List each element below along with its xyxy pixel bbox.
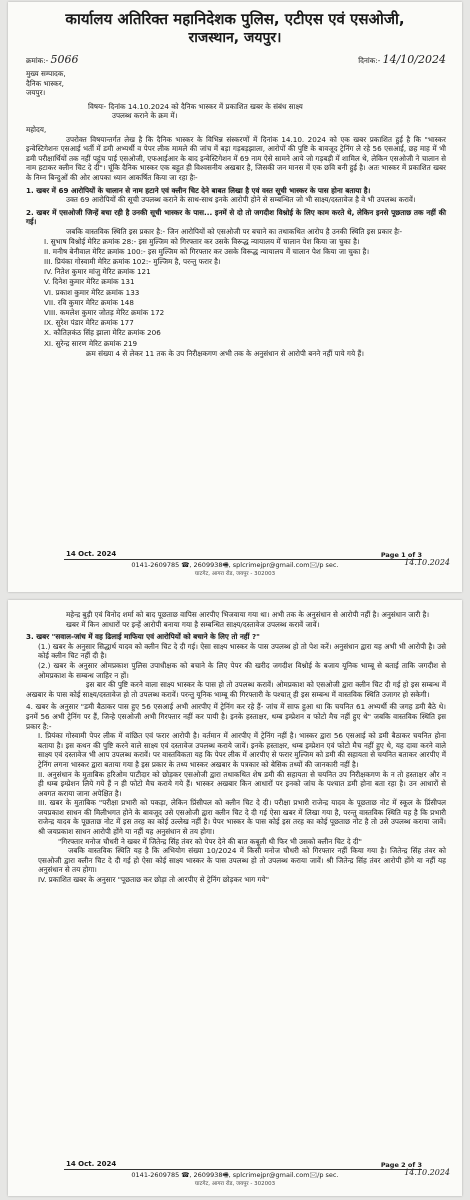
page-1-footer (8, 550, 462, 576)
office-name-line2: राजस्थान, जयपुर। (188, 30, 282, 46)
list-item: IX. सुरेश पंडार मेरिट क्रमांक 177 (44, 318, 134, 328)
signature-date: 14.10.2024 (404, 558, 450, 567)
footer-date: 14 Oct. 2024 (66, 550, 117, 558)
point-1-detail: उक्त 69 आरोपियों की सूची उपलब्ध कराने के साथ-साथ इनके आरोपी होने से सम्बन्धित जो भी साक्ष्य/दस्तावेज है वे भी उपलब्ध करावें। (66, 195, 416, 205)
page-number: Page 1 of 3 (380, 551, 422, 559)
list-item: XI. सुरेन्द्र सारण मेरिट क्रमांक 219 (44, 338, 138, 348)
accused-list (44, 237, 446, 349)
list-item: VIII. कमलेश कुमार जोतड़ मेरिट क्रमांक 172 (44, 307, 165, 317)
date-value: 14/10/2024 (382, 53, 446, 66)
list-item: X. कौतिज्ञकंठ सिंह झाला मेरिट क्रमांक 206 (44, 328, 161, 338)
footer-address: घाटगेट, आगरा रोड, जयपुर - 302003 (194, 571, 276, 577)
office-name-line1: कार्यालय अतिरिक्त महानिदेशक पुलिस, एटीएस एवं एसओजी, (65, 10, 405, 28)
quoted-claim: "गिरफ्तार मनोज चौधरी ने खबर में जितेन्द्र सिंह तंवर को पेपर देने की बात कबूली थी फिर भी उसको क्लीन चिट दे दी" (58, 836, 362, 846)
subject (88, 102, 422, 121)
page-2-footer (8, 1160, 462, 1186)
signature-date: 14.10.2024 (404, 1168, 450, 1177)
point-3-sub-1: (1.) खबर के अनुसार सिद्धार्थ यादव को क्लीन चिट दे दी गई। ऐसा साक्ष्य भास्कर के पास उपलब्ध हो तो पेश करें। अनुसंधान द्वारा यह अभी भी आरोपी है। उसे कोई क्लीन चिट नहीं दी है। (38, 641, 446, 661)
subject-line-1: विषयः- दिनांक 14.10.2024 को दैनिक भास्कर में प्रकाशित खबर के संबंध साक्ष्य (88, 101, 303, 111)
list-item: II. मनीष बेनीवाल मेरिट क्रमांक 100:- इस मुल्जिम को गिरफ्तार कर उसके विरूद्ध न्यायालय में चालान पेश किया जा चुका है। (44, 246, 370, 256)
reference-label: क्रमांक:- (26, 56, 49, 65)
salutation: महोदय, (26, 124, 47, 134)
recipient-line-2: दैनिक भास्कर, (26, 78, 64, 88)
date-label: दिनांक:- (358, 56, 381, 65)
point-3-sub-2: (2.) खबर के अनुसार ओमप्रकाश पुलिस उपाधीक्षक को बचाने के लिए पेपर की खरीद जगदीश विश्नोई के बजाय यूनिक भाम्बू से बताई ताकि जगदीश से ओमप्रकाश के सम्बन्ध जाहिर न हों। (38, 660, 446, 680)
letter-page-1 (8, 2, 462, 592)
evidence-request: खबर में किन आधारों पर इन्हें आरोपी बनाया गया है सम्बन्धित साक्ष्य/दस्तावेज उपलब्ध करावें जावें। (66, 619, 320, 629)
reference-line (26, 49, 446, 69)
point-4-item: III. खबर के मुताबिक "परीक्षा प्रभारी को पकड़ा, लेकिन प्रिंसीपल को क्लीन चिट दे दी। परीक्षा प्रभारी राजेन्द्र यादव के पूछताछ नोट में स्कूल के प्रिंसीपल जयप्रकाश साधन की मिलीभगत होने के बावजूद उसे एसओजी द्वारा क्लीन चिट दे दी गई ऐसा खबर में लिखा गया है, परन्तु वास्तविक स्थिति यह है कि प्रभारी राजेन्द्र यादव के पूछताछ नोट में इस तरह का कोई उल्लेख नहीं है। पेपर भास्कर के पास कोई इस तरह का कोई पूछताछ नोट है तो उसे उपलब्ध कराया जावें। श्री जयप्रकाश साधन आरोपी होंगे या नहीं यह अनुसंधान से तय होगा। (38, 798, 446, 837)
point-2-detail: जबकि वास्तविक स्थिति इस प्रकार है:- जिन आरोपियों को एसओजी पर बचाने का तथाकथित आरोप है उनकी स्थिति इस प्रकार हैः- (66, 226, 403, 236)
subject-line-2: उपलब्ध कराने के क्रम में। (112, 111, 178, 121)
footer-date: 14 Oct. 2024 (66, 1160, 117, 1168)
footer-address: घाटगेट, आगरा रोड, जयपुर - 302003 (194, 1181, 276, 1187)
list-item: III. प्रियंका गोस्वामी मेरिट क्रमांक 102:- मुल्जिम है, परन्तु फरार है। (44, 256, 221, 266)
point-2: 2. खबर में एसओजी जिन्हें बचा रही है उनकी सूची भास्कर के पास... इनमें से दो तो जगदीश विश्नोई के लिए काम करते थे, लेकिन इनसे पूछताछ तक नहीं की गई। (26, 207, 446, 227)
continuation-paragraph: महेन्द्र बुड़ी एवं विनोद शर्मा को बाद पूछताछ वापिस आरपीए भिजवाया गया था। अभी तक के अनुसंधान से आरोपी नहीं है। अनुसंधान जारी है। (66, 610, 430, 619)
list-item: V. दिनेश कुमार मेरिट क्रमांक 131 (44, 277, 135, 287)
footer-contact: 0141-2609785 ☎, 2609938🖷, splcrimejpr@gmail.com🖂/p sec. (131, 561, 339, 569)
point-3: 3. खबर "सवाल-जांच में वह ढिलाई माफिया एवं आरोपियों को बचाने के लिए तो नहीं ?" (26, 632, 260, 642)
point-4: 4. खबर के अनुसार "डमी बैठाकर पास हुए 56 एसआई अभी आरपीए में ट्रेनिंग कर रहे हैं- जांच में साफ हुआ था कि चयनित 61 अभ्यर्थी की जगह डमी बैठे थे। इनमें 56 अभी ट्रेनिंग पर हैं, जिन्हे एसओजी अभी गिरफ्तार नहीं कर पायी है। इनके हस्ताक्षर, थम्ब इम्प्रेशन व फोटो मैच नहीं हुए थे" जबकि वास्तविक स्थिति इस प्रकार है:- (26, 702, 446, 731)
recipient-line-1: मुख्य सम्पादक, (26, 69, 66, 78)
list-item: IV. नितेश कुमार मांजु मेरिट क्रमांक 121 (44, 267, 151, 277)
point-1: 1. खबर में 69 आरोपियों के चालान से नाम हटाने एवं क्लीन चिट देने बाबत लिखा है एवं वस्त सूची भास्कर के पास होना बताया है। (26, 185, 371, 195)
point-4-item: IV. प्रकाशित खबर के अनुसार "पूछताछ कर छोड़ा तो आरपीए से ट्रेनिंग छोड़कर भाग गये" (38, 875, 270, 885)
point-3-note: इस बार की पुष्टि करने वाला साक्ष्य भास्कर के पास हो तो उपलब्ध करावें। ओमप्रकाश को एसओजी द्वारा क्लीन चिट दी गई हो इस सम्बन्ध में अखबार के पास कोई साक्ष्य/दस्तावेज हो तो उपलब्ध करावें। परन्तु यूनिक भाम्बू की गिरफ्तारी के पश्चात् ही इस सम्बन्ध में वास्तविक स्थिति उजागर हो सकेगी। (26, 680, 446, 699)
body-paragraph-1: उपरोक्त विषयान्तर्गत लेख है कि दैनिक भास्कर के विभिन्न संस्करणों में दिनांक 14.10. 2024 को एक खबर प्रकाशित हुई है कि "भास्कर इन्वेस्टिगेशनः एसआई भर्ती में डमी अभ्यर्थी व पेपर लीक मामले की जांच में बड़ा गड़बड़झाला, आरोपों की पुष्टि के बावजूद ट्रेनिंग ले रहे 56 एसआई, छह माह में भी डमी परीक्षार्थियों तक नहीं पहुंच पाई एसओजी, एफआईआर के बाद इन्वेस्टिगेशन में 69 नाम ऐसे सामने आये जो गड़बड़ी में शामिल थे, लेकिन एसओजी ने चालान से नाम हटाकर क्लीन चिट दे दी"। चूंकि दैनिक भास्कर एक बहुत ही विश्वसनीय अखबार है, जिसकी जन मानस में एक छवि बनी हुई है। अतः भास्कर में प्रकाशित खबर के निम्न बिन्दुओं की ओर आपका ध्यान आकर्षित किया जा रहा हैः- (26, 134, 446, 182)
list-note: क्रम संख्या 4 से लेकर 11 तक के उप निरीक्षकगण अभी तक के अनुसंधान से आरोपी बनने नहीं पाये गये हैं। (86, 348, 364, 358)
point-4-item: II. अनुसंधान के मुताबिक हरिओम पाटीदार को छोड़कर एसओजी द्वारा तथाकथित शेष डमी की सहायता से चयनित उप निरीक्षकगण के न तो हस्ताक्षर और न ही थम्ब इम्प्रेशन लिये गये हैं न ही फोटो मैच कराये गये हैं। भास्कर अखबार किन आधारों पर इनको जांच के पश्चात डमी होना बता रहा है। उन आधारों से अवगत कराया जाना अपेक्षित है। (38, 769, 446, 798)
reference-block (26, 53, 79, 66)
point-4-item: I. प्रियंका गोस्वामी पेपर लीक में वांछित एवं फरार आरोपी है। वर्तमान में आरपीए में ट्रेनिंग नहीं है। भास्कर द्वारा 56 एसआई को डमी बैठाकर चयनित होना बताया है। इस कथन की पुष्टि करने वाले साक्ष्य एवं दस्तावेज उपलब्ध कराये जावें। इनके हस्ताक्षर, थम्ब इम्प्रेशन एवं फोटो मैच नहीं हुए थे, यह दावा करने वाले साक्ष्य एवं दस्तावेज भी आप उपलब्ध करावें। पर वास्तविकता यह कि पेपर लीक में आरपीए से फरार मुल्जिम को डमी की सहायता से चयनित बताकर आरपीए में ट्रेनिंग लगना भास्कर द्वारा बताया गया है इस प्रकार के तथ्य भास्कर अखबार के पत्रकार को बेसिक तथ्यों की जानकारी नहीं है। (38, 731, 446, 769)
point-4-item: जबकि वास्तविक स्थिति यह है कि अभियोग संख्या 10/2024 में किसी मनोज चौधरी को गिरफ्तार नहीं किया गया है। जितेन्द्र सिंह तंवर को एसओजी द्वारा क्लीन चिट दे दी गई हो ऐसा कोई साक्ष्य भास्कर के पास उपलब्ध हो तो उपलब्ध कराया जावें। श्री जितेन्द्र सिंह तंवर आरोपी होंगे या नहीं यह अनुसंधान से तय होगा। (38, 846, 446, 875)
list-item: I. सुभाष विश्नोई मेरिट क्रमांक 28:- इस मुल्जिम को गिरफ्तार कर उसके विरूद्ध न्यायालय में चालान पेश किया जा चुका है। (44, 236, 360, 246)
list-item: VI. प्रकाश कुमार मेरिट क्रमांक 133 (44, 287, 140, 297)
recipient-line-3: जयपुर। (26, 88, 46, 98)
reference-number: 5066 (50, 53, 79, 66)
list-item: VII. रवि कुमार मेरिट क्रमांक 148 (44, 297, 134, 307)
letter-page-2 (8, 600, 462, 1196)
page-number: Page 2 of 3 (380, 1161, 422, 1169)
date-block (358, 53, 446, 66)
footer-contact: 0141-2609785 ☎, 2609938🖷, splcrimejpr@gmail.com🖂/p sec. (131, 1171, 339, 1179)
